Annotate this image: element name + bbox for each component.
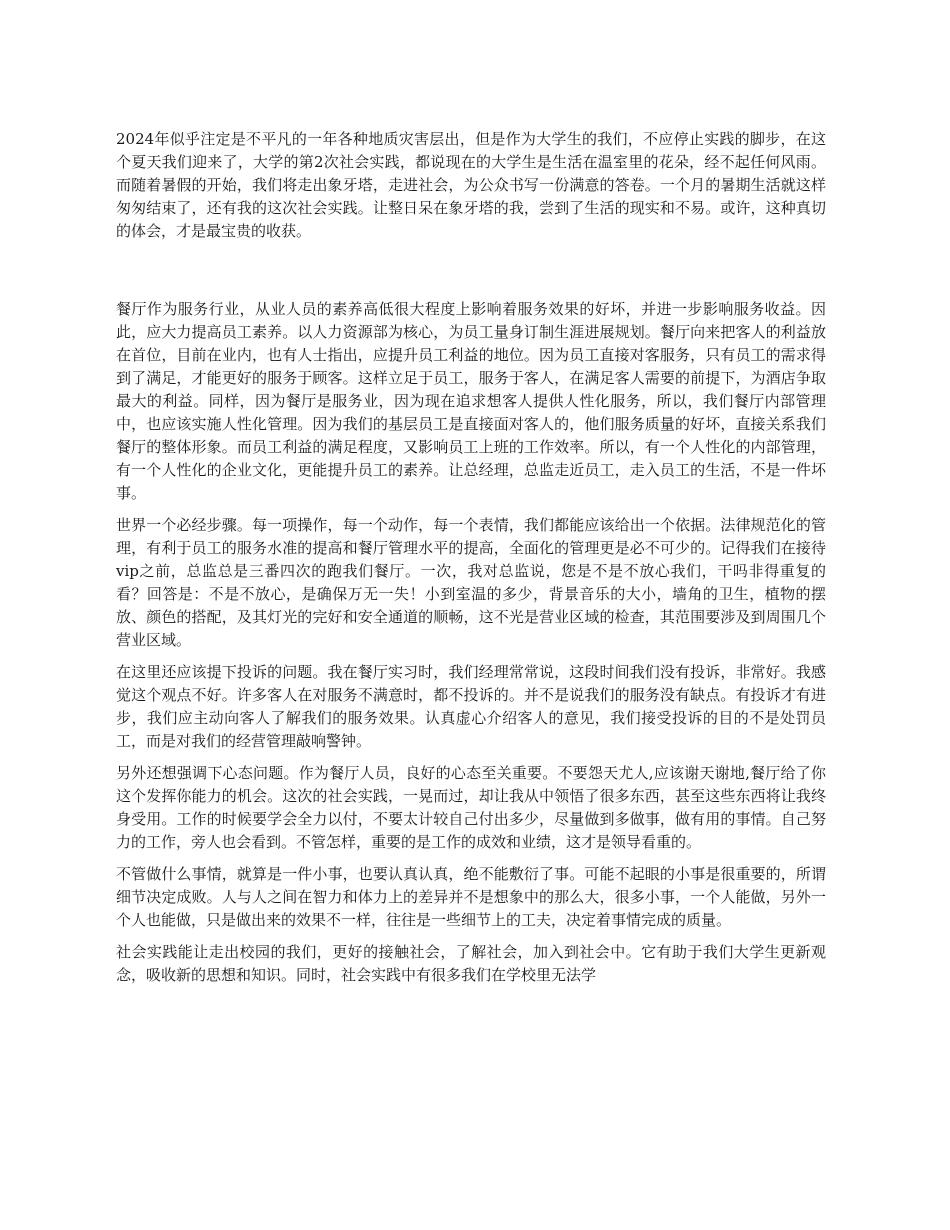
paragraph-details: 不管做什么事情，就算是一件小事，也要认真认真，绝不能敷衍了事。可能不起眼的小事是很重要的，所谓细节决定成败。人与人之间在智力和体力上的差异并不是想象中的那么大，很多小事，一个人能做，另外一个人也能做，只是做出来的效果不一样，往往是一些细节上的工夫，决定着事情完成的质量。	[116, 865, 826, 929]
paragraph-social-practice: 社会实践能让走出校园的我们，更好的接触社会，了解社会，加入到社会中。它有助于我们大学生更新观念，吸收新的思想和知识。同时，社会实践中有很多我们在学校里无法学	[116, 943, 826, 984]
document-body	[116, 128, 826, 996]
paragraph-staff-quality: 餐厅作为服务行业，从业人员的素养高低很大程度上影响着服务效果的好坏，并进一步影响服务收益。因此，应大力提高员工素养。以人力资源部为核心，为员工量身订制生涯进展规划。餐厅向来把客人的利益放在首位，目前在业内，也有人士指出，应提升员工利益的地位。因为员工直接对客服务，只有员工的需求得到了满足，才能更好的服务于顾客。这样立足于员工，服务于客人，在满足客人需要的前提下，为酒店争取最大的利益。同样，因为餐厅是服务业，因为现在追求想客人提供人性化服务，所以，我们餐厅内部管理中，也应该实施人性化管理。因为我们的基层员工是直接面对客人的，他们服务质量的好坏，直接关系我们餐厅的整体形象。而员工利益的满足程度，又影响员工上班的工作效率。所以，有一个人性化的内部管理，有一个人性化的企业文化，更能提升员工的素养。让总经理，总监走近员工，走入员工的生活，不是一件坏事。	[116, 300, 826, 502]
paragraph-complaints: 在这里还应该提下投诉的问题。我在餐厅实习时，我们经理常常说，这段时间我们没有投诉，非常好。我感觉这个观点不好。许多客人在对服务不满意时，都不投诉的。并不是说我们的服务没有缺点。有投诉才有进步，我们应主动向客人了解我们的服务效果。认真虚心介绍客人的意见，我们接受投诉的目的不是处罚员工，而是对我们的经营管理敲响警钟。	[116, 663, 826, 750]
paragraph-attitude: 另外还想强调下心态问题。作为餐厅人员，良好的心态至关重要。不要怨天尤人,应该谢天谢地,餐厅给了你这个发挥你能力的机会。这次的社会实践，一晃而过，却让我从中领悟了很多东西，甚至这些东西将让我终身受用。工作的时候要学会全力以付，不要太计较自己付出多少，尽量做到多做事，做有用的事情。自己努力的工作，旁人也会看到。不管怎样，重要的是工作的成效和业绩，这才是领导看重的。	[116, 764, 826, 851]
paragraph-standard-management: 世界一个必经步骤。每一项操作，每一个动作，每一个表情，我们都能应该给出一个依据。法律规范化的管理，有利于员工的服务水准的提高和餐厅管理水平的提高，全面化的管理更是必不可少的。记得我们在接待vip之前，总监总是三番四次的跑我们餐厅。一次，我对总监说，您是不是不放心我们，干吗非得重复的看？回答是：不是不放心，是确保万无一失！小到室温的多少，背景音乐的大小，墙角的卫生，植物的摆放、颜色的搭配，及其灯光的完好和安全通道的顺畅，这不光是营业区域的检查，其范围要涉及到周围几个营业区域。	[116, 516, 826, 649]
paragraph-intro: 2024年似乎注定是不平凡的一年各种地质灾害层出，但是作为大学生的我们，不应停止实践的脚步，在这个夏天我们迎来了，大学的第2次社会实践，都说现在的大学生是生活在温室里的花朵，经不起任何风雨。而随着暑假的开始，我们将走出象牙塔，走进社会，为公众书写一份满意的答卷。一个月的暑期生活就这样匆匆结束了，还有我的这次社会实践。让整日呆在象牙塔的我，尝到了生活的现实和不易。或许，这种真切的体会，才是最宝贵的收获。	[116, 130, 826, 240]
